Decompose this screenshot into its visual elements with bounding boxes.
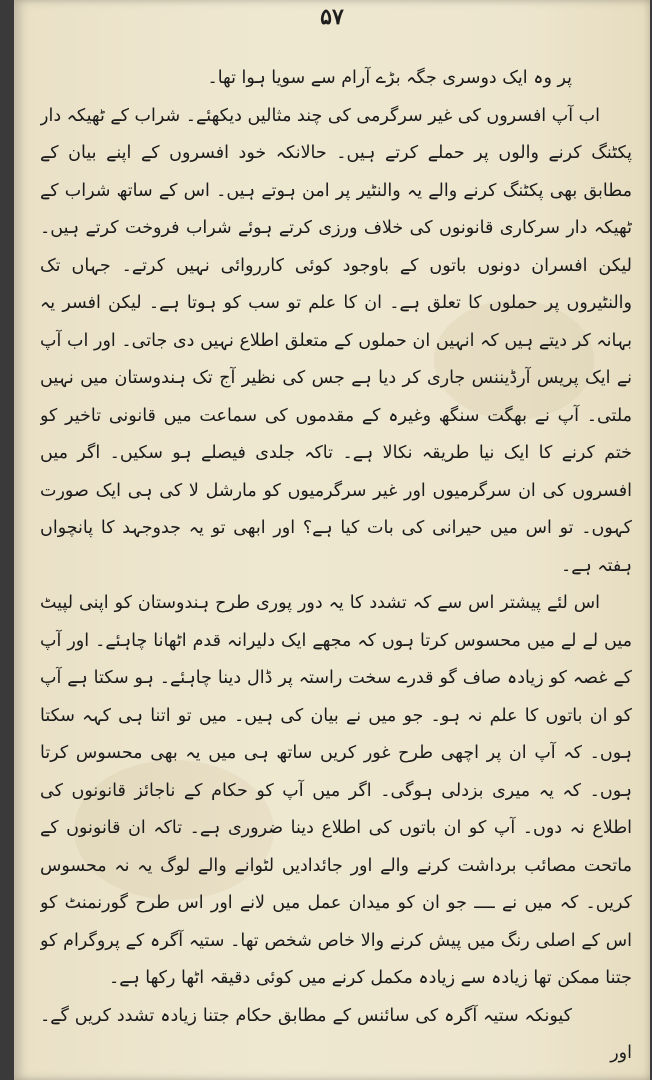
- paragraph-4: کیونکہ ستیہ آگرہ کی سائنس کے مطابق حکام جتنا زیادہ تشدد کریں گے۔ اور: [40, 1005, 632, 1063]
- book-page: [14, 0, 650, 1080]
- paragraph-1: پر وہ ایک دوسری جگہ بڑے آرام سے سویا ہوا تھا۔: [207, 68, 572, 88]
- page-text: [40, 60, 632, 1070]
- paragraph-2: اب آپ افسروں کی غیر سرگرمی کی چند مثالیں دیکھئے۔ شراب کے ٹھیکہ دار پکٹنگ کرنے والوں پر حملے کرتے ہیں۔ حالانکہ خود افسروں کے اپنے بیان کے مطابق بھی پکٹنگ کرنے والے یہ والنٹیر پر امن ہوتے ہیں۔ اس کے ساتھ شراب کے ٹھیکہ دار سرکاری قانونوں کی خلاف ورزی کرتے ہوئے شراب فروخت کرتے ہیں۔ لیکن افسران دونوں باتوں کے باوجود کوئی کارروائی نہیں کرتے۔ جہاں تک والنٹیروں پر حملوں کا تعلق ہے۔ ان کا علم تو سب کو ہوتا ہے۔ لیکن افسر یہ بہانہ کر دیتے ہیں کہ انہیں ان حملوں کے متعلق اطلاع نہیں دی جاتی۔ اور اب آپ نے ایک پریس آرڈیننس جاری کر دیا ہے جس کی نظیر آج تک ہندوستان میں نہیں ملتی۔ آپ نے بھگت سنگھ وغیرہ کے مقدموں کی سماعت میں قانونی تاخیر کو ختم کرنے کا ایک نیا طریقہ نکالا ہے۔ تاکہ جلدی فیصلے ہو سکیں۔ اگر میں افسروں کی ان سرگرمیوں اور غیر سرگرمیوں کو مارشل لا کی ہی ایک صورت کہوں۔ تو اس میں حیرانی کی بات کیا ہے؟ اور ابھی تو یہ جدوجہد کا پانچواں ہفتہ ہے۔: [40, 105, 632, 576]
- paragraph-3: اس لئے پیشتر اس سے کہ تشدد کا یہ دور پوری طرح ہندوستان کو اپنی لپیٹ میں لے لے میں محسوس کرتا ہوں کہ مجھے ایک دلیرانہ قدم اٹھانا چاہئے۔ اور آپ کے غصہ کو زیادہ صاف گو قدرے سخت راستہ پر ڈال دینا چاہئے۔ ہو سکتا ہے آپ کو ان باتوں کا علم نہ ہو۔ جو میں نے بیان کی ہیں۔ میں تو اتنا ہی کہہ سکتا ہوں۔ کہ آپ ان پر اچھی طرح غور کریں ساتھ ہی میں یہ بھی محسوس کرتا ہوں۔ کہ یہ میری بزدلی ہوگی۔ اگر میں آپ کو حکام کے ناجائز قانونوں کی اطلاع نہ دوں۔ آپ کو ان باتوں کی اطلاع دینا ضروری ہے۔ تاکہ ان قانونوں کے ماتحت مصائب برداشت کرنے والے اور جائدادیں لٹوانے والے لوگ یہ نہ محسوس کریں۔ کہ میں نے ــــ جو ان کو میدان عمل میں لانے اور اس طرح گورنمنٹ کو اس کے اصلی رنگ میں پیش کرنے والا خاص شخص تھا۔ ستیہ آگرہ کے پروگرام کو جتنا ممکن تھا زیادہ سے زیادہ مکمل کرنے میں کوئی دقیقہ اٹھا رکھا ہے۔: [40, 593, 632, 988]
- page-number: ۵۷: [320, 4, 344, 30]
